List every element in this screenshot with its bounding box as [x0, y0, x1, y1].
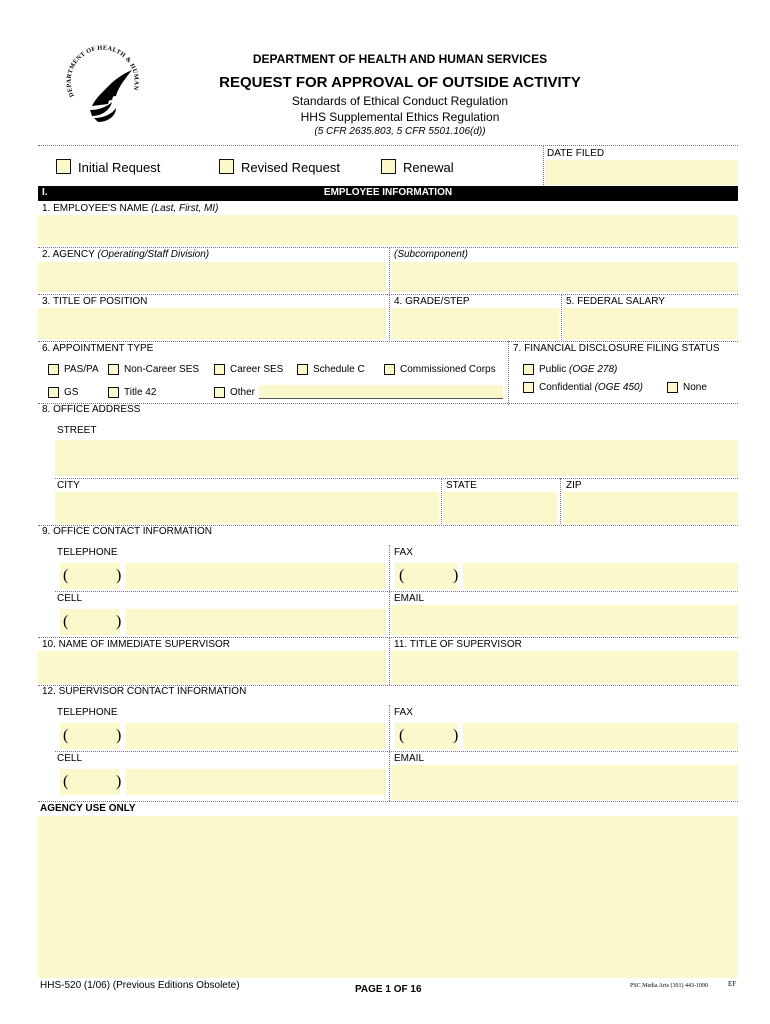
grade-step-field[interactable] — [391, 308, 559, 339]
confidential-oge450-label — [539, 382, 643, 394]
confidential-oge450-checkbox[interactable] — [523, 382, 534, 393]
public-oge278-checkbox[interactable] — [523, 364, 534, 375]
supervisor-telephone-close-paren: ) — [116, 727, 122, 744]
career-ses-checkbox[interactable] — [214, 364, 225, 375]
street-field[interactable] — [55, 440, 738, 476]
non-career-ses-checkbox[interactable] — [108, 364, 119, 375]
office-address-label: 8. OFFICE ADDRESS — [42, 404, 141, 415]
public-oge278-label — [539, 364, 617, 376]
supervisor-telephone-area-code-field[interactable] — [60, 723, 120, 749]
svg-text:DEPARTMENT OF HEALTH & HUMAN S: DEPARTMENT OF HEALTH & HUMAN — [65, 44, 140, 98]
immediate-supervisor-field[interactable] — [38, 651, 386, 684]
agency-label-text: 2. AGENCY — [42, 249, 95, 260]
career-ses-label: Career SES — [230, 364, 284, 375]
supervisor-cell-close-paren: ) — [116, 773, 122, 790]
none-label: None — [683, 382, 707, 393]
employee-name-label-text: 1. EMPLOYEE'S NAME — [42, 203, 149, 214]
commissioned-corps-label: Commissioned Corps — [400, 364, 496, 375]
street-label: STREET — [57, 425, 97, 436]
city-label: CITY — [57, 480, 80, 491]
title-of-position-label: 3. TITLE OF POSITION — [42, 296, 148, 307]
form-id: HHS-520 (1/06) (Previous Editions Obsolete) — [40, 980, 240, 991]
cell-open-paren: ( — [63, 613, 69, 630]
supervisor-fax-close-paren: ) — [453, 727, 459, 744]
agency-hint: (Operating/Staff Division) — [97, 249, 210, 260]
state-field[interactable] — [443, 492, 557, 524]
pas-pa-label: PAS/PA — [64, 364, 99, 375]
supervisor-telephone-number-field[interactable] — [126, 723, 386, 749]
supervisor-title-label: 11. TITLE OF SUPERVISOR — [394, 639, 522, 650]
renewal-label: Renewal — [403, 160, 454, 175]
zip-label: ZIP — [566, 480, 582, 491]
cell-close-paren: ) — [116, 613, 122, 630]
telephone-close-paren: ) — [116, 567, 122, 584]
schedule-c-label: Schedule C — [313, 364, 365, 375]
other-label: Other — [230, 387, 256, 398]
telephone-number-field[interactable] — [126, 563, 386, 589]
supervisor-cell-area-code-field[interactable] — [60, 769, 120, 795]
department-heading: DEPARTMENT OF HEALTH AND HUMAN SERVICES — [252, 52, 548, 66]
revised-request-label: Revised Request — [241, 160, 340, 175]
telephone-area-code-field[interactable] — [60, 563, 120, 589]
employee-name-hint: (Last, First, MI) — [151, 203, 219, 214]
cell-label: CELL — [57, 593, 83, 604]
title-42-label: Title 42 — [124, 387, 157, 398]
federal-salary-label: 5. FEDERAL SALARY — [566, 296, 665, 307]
supervisor-email-field[interactable] — [391, 765, 738, 800]
public-label-text: Public — [539, 364, 567, 375]
confidential-label-text: Confidential — [539, 382, 592, 393]
section-1-title: EMPLOYEE INFORMATION — [323, 187, 453, 198]
title-of-position-field[interactable] — [38, 308, 386, 339]
supervisor-fax-number-field[interactable] — [463, 723, 738, 749]
title-42-checkbox[interactable] — [108, 387, 119, 398]
commissioned-corps-checkbox[interactable] — [384, 364, 395, 375]
page-number: PAGE 1 OF 16 — [355, 984, 422, 995]
cell-number-field[interactable] — [126, 609, 386, 635]
initial-request-checkbox[interactable] — [56, 159, 71, 174]
supervisor-email-label: EMAIL — [394, 753, 425, 764]
none-checkbox[interactable] — [667, 382, 678, 393]
psc-credit: PSC Media Arts (301) 443-1090 — [630, 983, 708, 989]
subtitle-cfr: (5 CFR 2635.803, 5 CFR 5501.106(d)) — [314, 126, 486, 137]
grade-step-label: 4. GRADE/STEP — [394, 296, 470, 307]
section-1-number: I. — [42, 187, 48, 198]
section-1-bar — [38, 186, 738, 201]
subcomponent-label: (Subcomponent) — [394, 249, 468, 260]
supervisor-title-field[interactable] — [391, 651, 738, 684]
state-label: STATE — [446, 480, 477, 491]
cell-area-code-field[interactable] — [60, 609, 120, 635]
fax-close-paren: ) — [453, 567, 459, 584]
ef-code: EF — [728, 980, 737, 988]
renewal-checkbox[interactable] — [381, 159, 396, 174]
revised-request-checkbox[interactable] — [219, 159, 234, 174]
office-contact-label: 9. OFFICE CONTACT INFORMATION — [42, 526, 212, 537]
initial-request-label: Initial Request — [78, 160, 161, 175]
immediate-supervisor-label: 10. NAME OF IMMEDIATE SUPERVISOR — [42, 639, 230, 650]
agency-use-only-label: AGENCY USE ONLY — [40, 803, 136, 814]
supervisor-telephone-label: TELEPHONE — [57, 707, 118, 718]
subcomponent-field[interactable] — [391, 262, 738, 292]
hhs-seal — [62, 44, 146, 134]
fax-number-field[interactable] — [463, 563, 738, 589]
telephone-open-paren: ( — [63, 567, 69, 584]
fax-label: FAX — [394, 547, 413, 558]
schedule-c-checkbox[interactable] — [297, 364, 308, 375]
subtitle-standards: Standards of Ethical Conduct Regulation — [291, 94, 509, 108]
agency-label — [42, 249, 209, 261]
other-specify-field[interactable] — [259, 385, 503, 399]
form-title: REQUEST FOR APPROVAL OF OUTSIDE ACTIVITY — [219, 74, 581, 91]
subtitle-supplemental: HHS Supplemental Ethics Regulation — [300, 110, 500, 124]
supervisor-cell-open-paren: ( — [63, 773, 69, 790]
gs-label: GS — [64, 387, 79, 398]
agency-field[interactable] — [38, 262, 386, 292]
supervisor-fax-label: FAX — [394, 707, 413, 718]
telephone-label: TELEPHONE — [57, 547, 118, 558]
supervisor-telephone-open-paren: ( — [63, 727, 69, 744]
date-filed-label: DATE FILED — [547, 148, 605, 159]
federal-salary-field[interactable] — [563, 308, 738, 339]
public-hint: (OGE 278) — [569, 364, 618, 375]
employee-name-field[interactable] — [38, 215, 738, 245]
supervisor-contact-label: 12. SUPERVISOR CONTACT INFORMATION — [42, 686, 247, 697]
city-field[interactable] — [55, 492, 439, 524]
employee-name-label — [42, 203, 218, 215]
email-label: EMAIL — [394, 593, 425, 604]
fax-open-paren: ( — [399, 567, 405, 584]
supervisor-fax-open-paren: ( — [399, 727, 405, 744]
disclosure-status-label: 7. FINANCIAL DISCLOSURE FILING STATUS — [513, 343, 720, 354]
supervisor-cell-label: CELL — [57, 753, 83, 764]
gs-checkbox[interactable] — [48, 387, 59, 398]
confidential-hint: (OGE 450) — [594, 382, 643, 393]
other-checkbox[interactable] — [214, 387, 225, 398]
appointment-type-label: 6. APPOINTMENT TYPE — [42, 343, 154, 354]
non-career-ses-label: Non-Career SES — [124, 364, 200, 375]
email-field[interactable] — [391, 605, 738, 635]
zip-field[interactable] — [563, 492, 738, 524]
agency-use-only-field[interactable] — [38, 816, 738, 978]
date-filed-field[interactable] — [545, 160, 738, 185]
supervisor-cell-number-field[interactable] — [126, 769, 386, 795]
pas-pa-checkbox[interactable] — [48, 364, 59, 375]
